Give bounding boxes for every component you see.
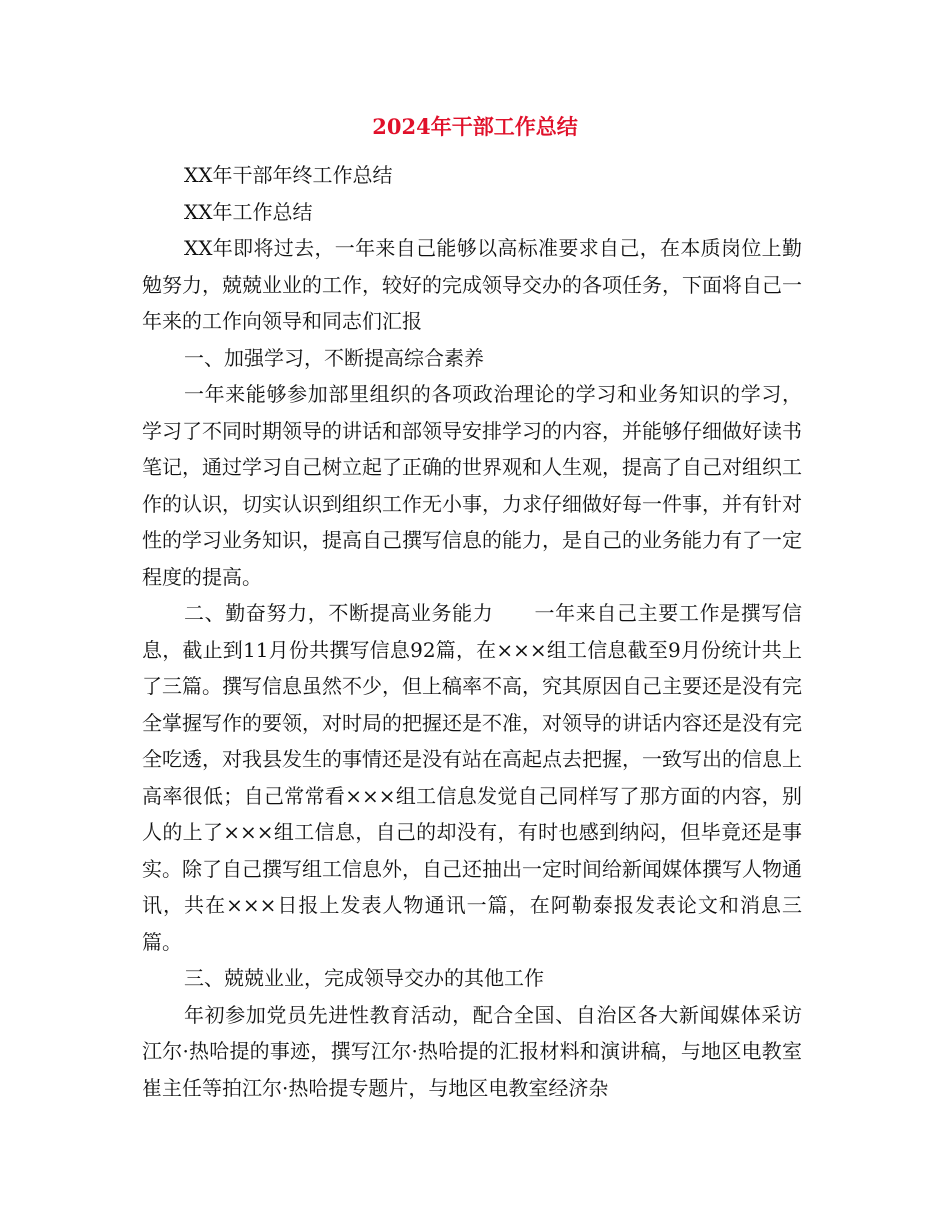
section-heading-1: 一、加强学习，不断提高综合素养 (184, 345, 484, 370)
document-body (142, 157, 802, 1106)
section-heading-3: 三、兢兢业业，完成领导交办的其他工作 (184, 966, 544, 990)
document-title: 2024年干部工作总结 (372, 114, 578, 139)
subtitle-year-end-summary: XX年干部年终工作总结 (184, 163, 393, 187)
section-1-paragraph: 一年来能够参加部里组织的各项政治理论的学习和业务知识的学习，学习了不同时期领导的讲话和部领导安排学习的内容，并能够仔细做好读书笔记，通过学习自己树立起了正确的世界观和人生观，提高了自己对组织工作的认识，切实认识到组织工作无小事，力求仔细做好每一件事，并有针对性的学习业务知识，提高自己撰写信息的能力，是自己的业务能力有了一定程度的提高。 (142, 382, 802, 589)
subtitle-work-summary: XX年工作总结 (184, 199, 313, 224)
intro-paragraph: XX年即将过去，一年来自己能够以高标准要求自己，在本质岗位上勤勉努力，兢兢业业的工作，较好的完成领导交办的各项任务，下面将自己一年来的工作向领导和同志们汇报 (142, 236, 802, 333)
section-2-paragraph: 二、勤奋努力，不断提高业务能力 一年来自己主要工作是撰写信息，截止到11月份共撰写信息92篇，在×××组工信息截至9月份统计共上了三篇。撰写信息虽然不少，但上稿率不高，究其原因自己主要还是没有完全掌握写作的要领，对时局的把握还是不准，对领导的讲话内容还是没有完全吃透，对我县发生的事情还是没有站在高起点去把握，一致写出的信息上高率很低；自己常常看×××组工信息发觉自己同样写了那方面的内容，别人的上了×××组工信息，自己的却没有，有时也感到纳闷，但毕竟还是事实。除了自己撰写组工信息外，自己还抽出一定时间给新闻媒体撰写人物通讯，共在×××日报上发表人物通讯一篇，在阿勒泰报发表论文和消息三篇。 (142, 601, 802, 954)
section-3-paragraph: 年初参加党员先进性教育活动，配合全国、自治区各大新闻媒体采访江尔·热哈提的事迹，撰写江尔·热哈提的汇报材料和演讲稿，与地区电教室崔主任等拍江尔·热哈提专题片，与地区电教室经济杂 (142, 1002, 802, 1100)
